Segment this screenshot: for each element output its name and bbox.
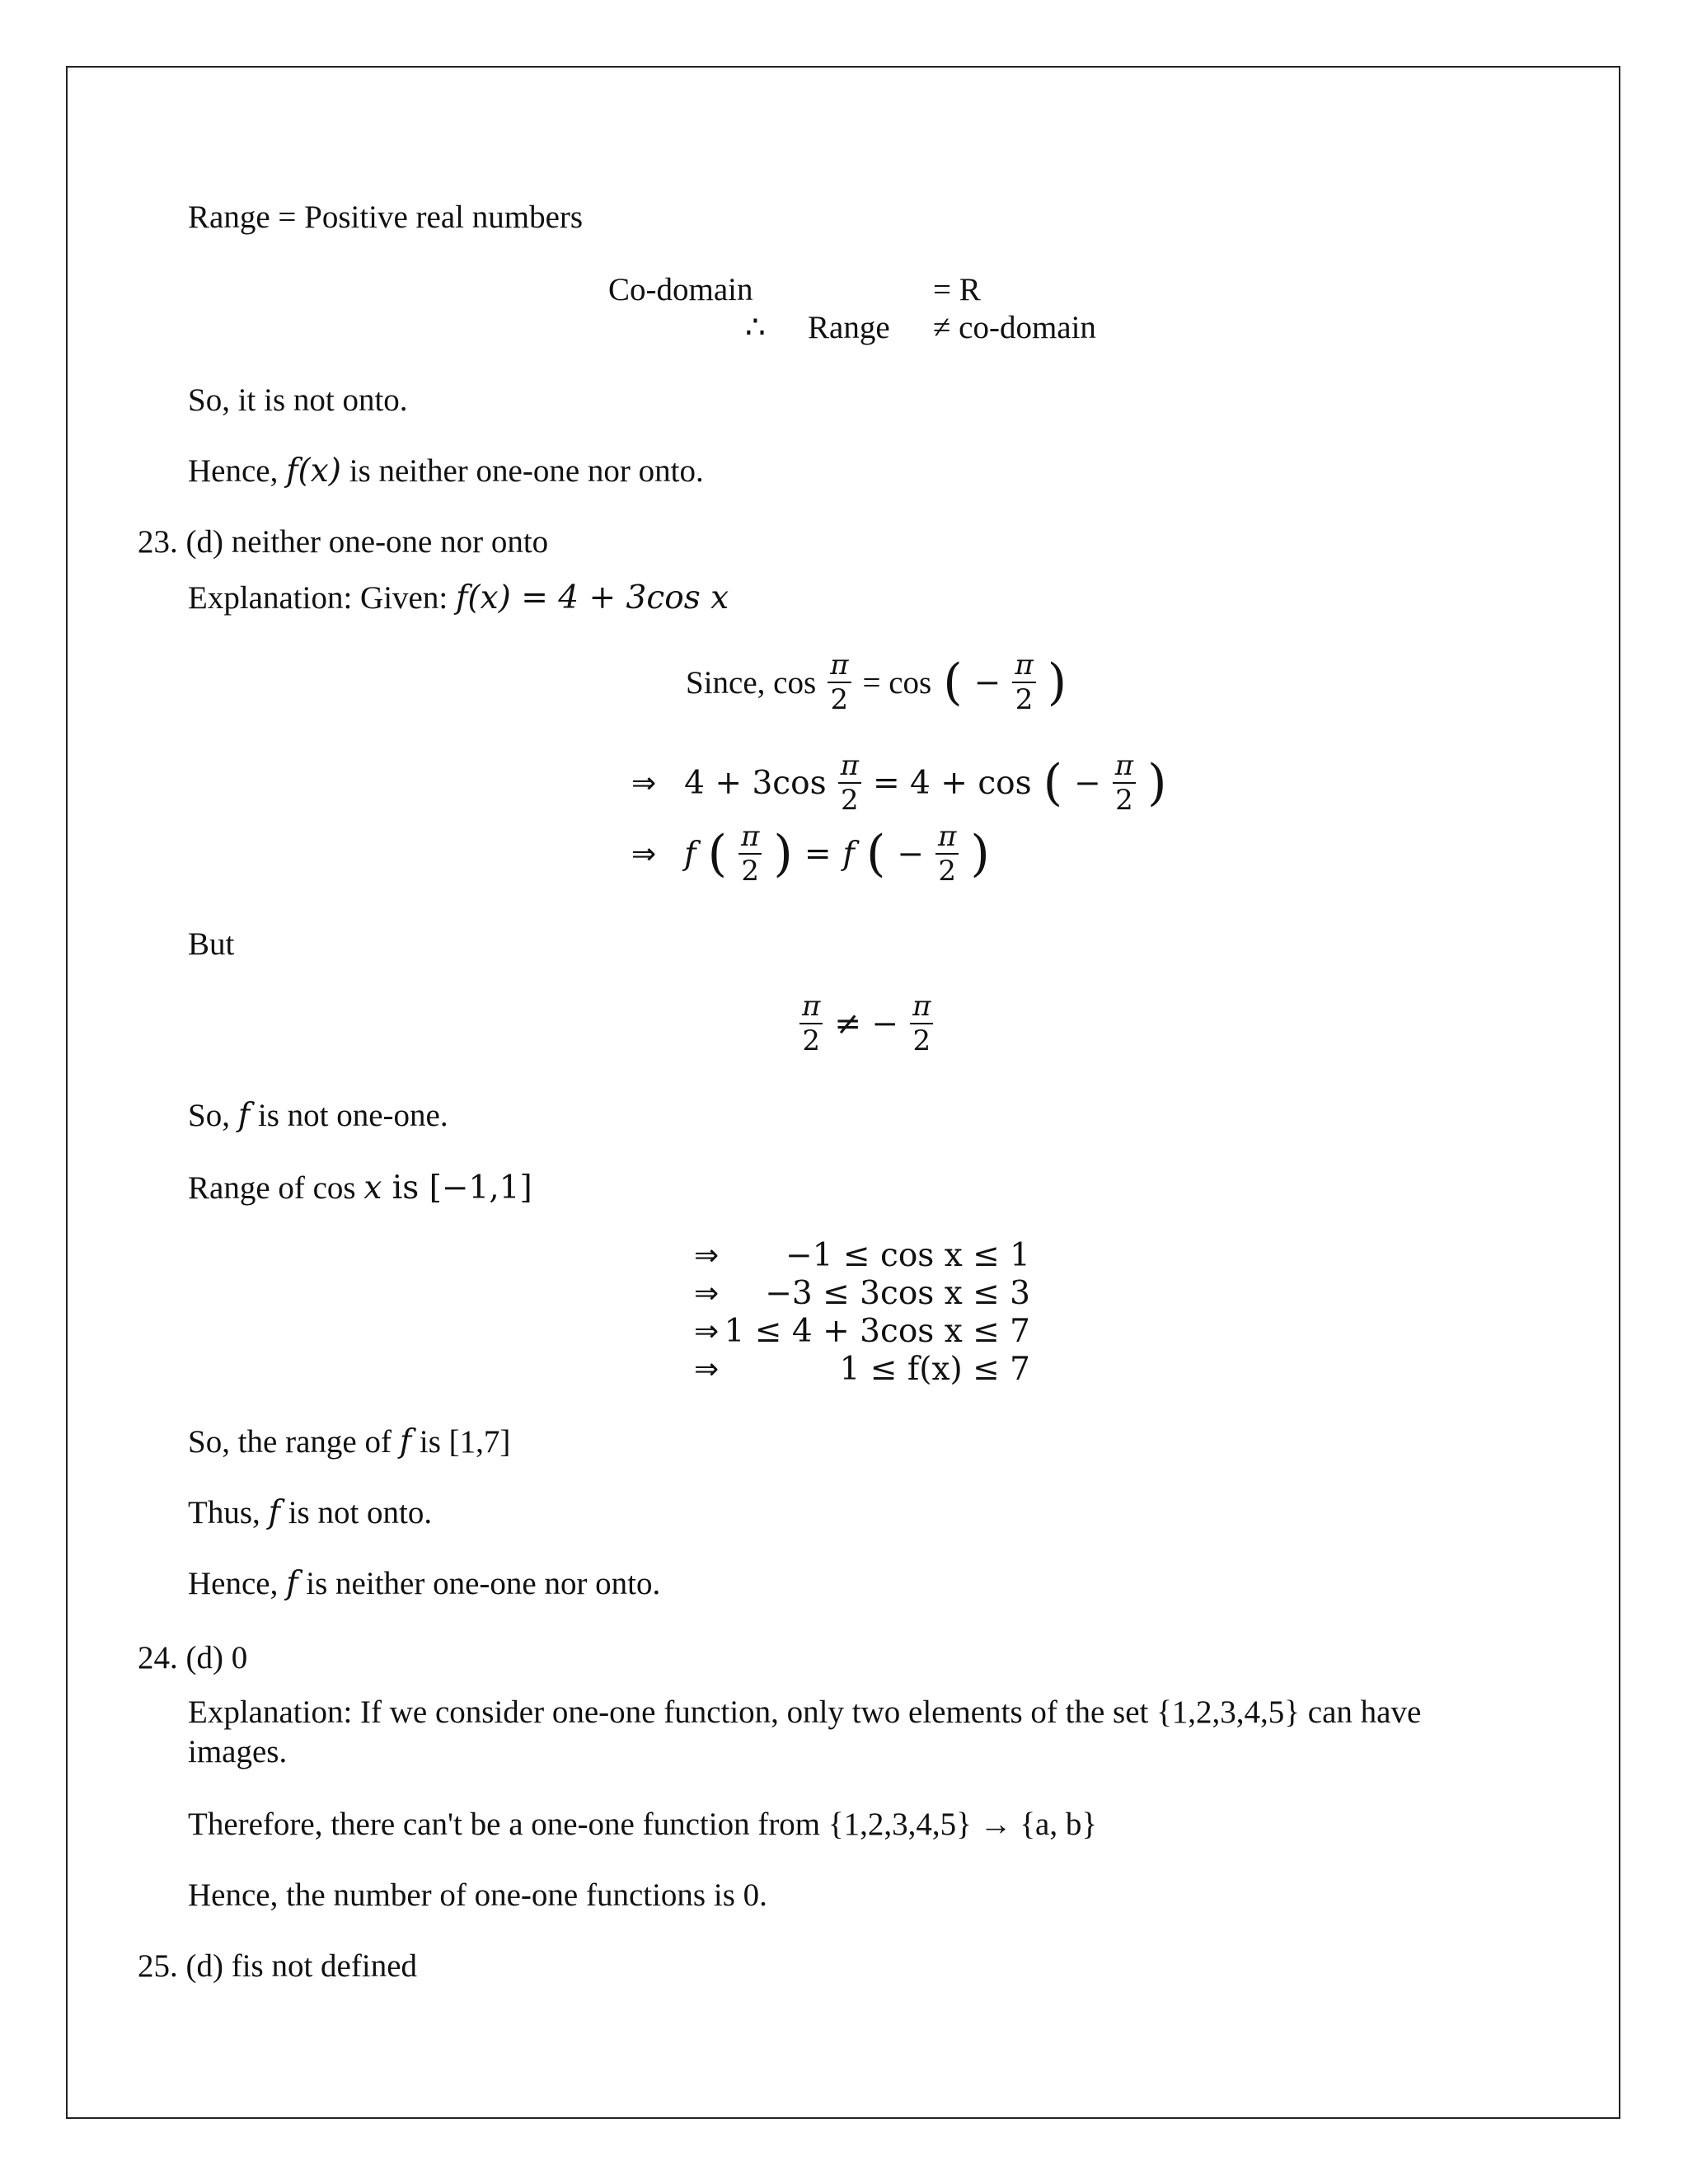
- but-label: But: [188, 926, 235, 962]
- range-positive-line: Range = Positive real numbers: [188, 199, 584, 235]
- inequality-1: −1 ≤ cos x ≤ 1: [785, 1237, 1030, 1274]
- codomain-label: Co-domain: [608, 272, 753, 307]
- since-equation: Since, cos $\frac{\pi}{2}$ = cos ( − $\frac{\pi}{2}$ ): [686, 649, 1067, 716]
- fraction-pi-over-2: $\frac{\pi}{2}$: [828, 651, 851, 714]
- fraction-pi-over-2: $\frac{\pi}{2}$: [738, 823, 762, 885]
- range-f-line: So, the range of f is [1,7]: [188, 1423, 511, 1460]
- fraction-pi-over-2: $\frac{\pi}{2}$: [1012, 651, 1035, 714]
- q24-answer: 24. (d) 0: [138, 1640, 248, 1675]
- f-symbol: f: [684, 835, 696, 873]
- implies-arrow: ⇒: [694, 1315, 720, 1348]
- implies-arrow: ⇒: [694, 1277, 720, 1310]
- implies-arrow: ⇒: [631, 766, 657, 800]
- left-paren: (: [943, 654, 963, 711]
- q23-explanation: [188, 579, 729, 618]
- therefore-symbol: ∴: [745, 310, 766, 345]
- range-label: Range: [808, 310, 890, 345]
- range-neq-codomain: ≠ co-domain: [933, 310, 1096, 345]
- hence-suffix: is neither one-one nor onto.: [340, 453, 704, 489]
- q24-explanation: Explanation: If we consider one-one function, only two elements of the set {1,2,3,4,5} can have images.: [188, 1694, 1422, 1769]
- q25-answer: 25. (d) fis not defined: [138, 1948, 418, 1984]
- implication-1: ⇒ 4 + 3cos $\frac{\pi}{2}$ = 4 + cos ( − $\frac{\pi}{2}$ ): [631, 749, 1167, 817]
- not-onto-line: So, it is not onto.: [188, 382, 408, 418]
- thus-not-onto-line: Thus, f is not onto.: [188, 1494, 433, 1531]
- hence-line-2: Hence, f is neither one-one nor onto.: [188, 1565, 661, 1602]
- inequality-2: −3 ≤ 3cos x ≤ 3: [765, 1275, 1030, 1312]
- q23-answer: 23. (d) neither one-one nor onto: [138, 524, 549, 560]
- expr-4-3cos: 4 + 3cos: [684, 764, 827, 802]
- f-symbol: f: [842, 835, 855, 873]
- implication-2: ⇒ f ( $\frac{\pi}{2}$ ) = f ( − $\frac{\pi}{2}$ ): [631, 820, 990, 888]
- fraction-pi-over-2: $\frac{\pi}{2}$: [838, 752, 861, 814]
- hence-line-1: [188, 452, 704, 491]
- fraction-pi-over-2: $\frac{\pi}{2}$: [910, 992, 933, 1055]
- fraction-pi-over-2: $\frac{\pi}{2}$: [935, 823, 959, 885]
- fraction-pi-over-2: $\frac{\pi}{2}$: [799, 992, 823, 1055]
- expr-4-cos: = 4 + cos: [872, 764, 1032, 802]
- neq-minus: ≠ −: [834, 1005, 899, 1043]
- pi-neq-equation: [799, 992, 933, 1055]
- hence-prefix: Hence,: [188, 453, 287, 489]
- since-label: Since, cos: [686, 664, 817, 701]
- not-one-one-line: So, f is not one-one.: [188, 1097, 448, 1134]
- implies-arrow: ⇒: [694, 1352, 720, 1386]
- q23-expl-prefix: Explanation: Given:: [188, 580, 456, 616]
- range-cos-line: Range of cos x is [−1,1]: [188, 1169, 532, 1207]
- implies-arrow: ⇒: [631, 837, 657, 871]
- fraction-pi-over-2: $\frac{\pi}{2}$: [1113, 752, 1136, 814]
- q24-therefore: Therefore, there can't be a one-one function from {1,2,3,4,5} → {a, b}: [188, 1807, 1098, 1842]
- inequality-4: 1 ≤ f(x) ≤ 7: [839, 1351, 1030, 1388]
- q23-formula: f(x) = 4 + 3cos x: [455, 579, 729, 616]
- inequality-3: 1 ≤ 4 + 3cos x ≤ 7: [724, 1313, 1030, 1350]
- q24-hence: Hence, the number of one-one functions is 0.: [188, 1877, 767, 1913]
- implies-arrow: ⇒: [694, 1239, 720, 1272]
- right-paren: ): [1047, 654, 1067, 711]
- codomain-value: = R: [933, 272, 981, 307]
- eq-cos: = cos: [862, 664, 932, 701]
- hence-fx: f(x): [286, 452, 341, 490]
